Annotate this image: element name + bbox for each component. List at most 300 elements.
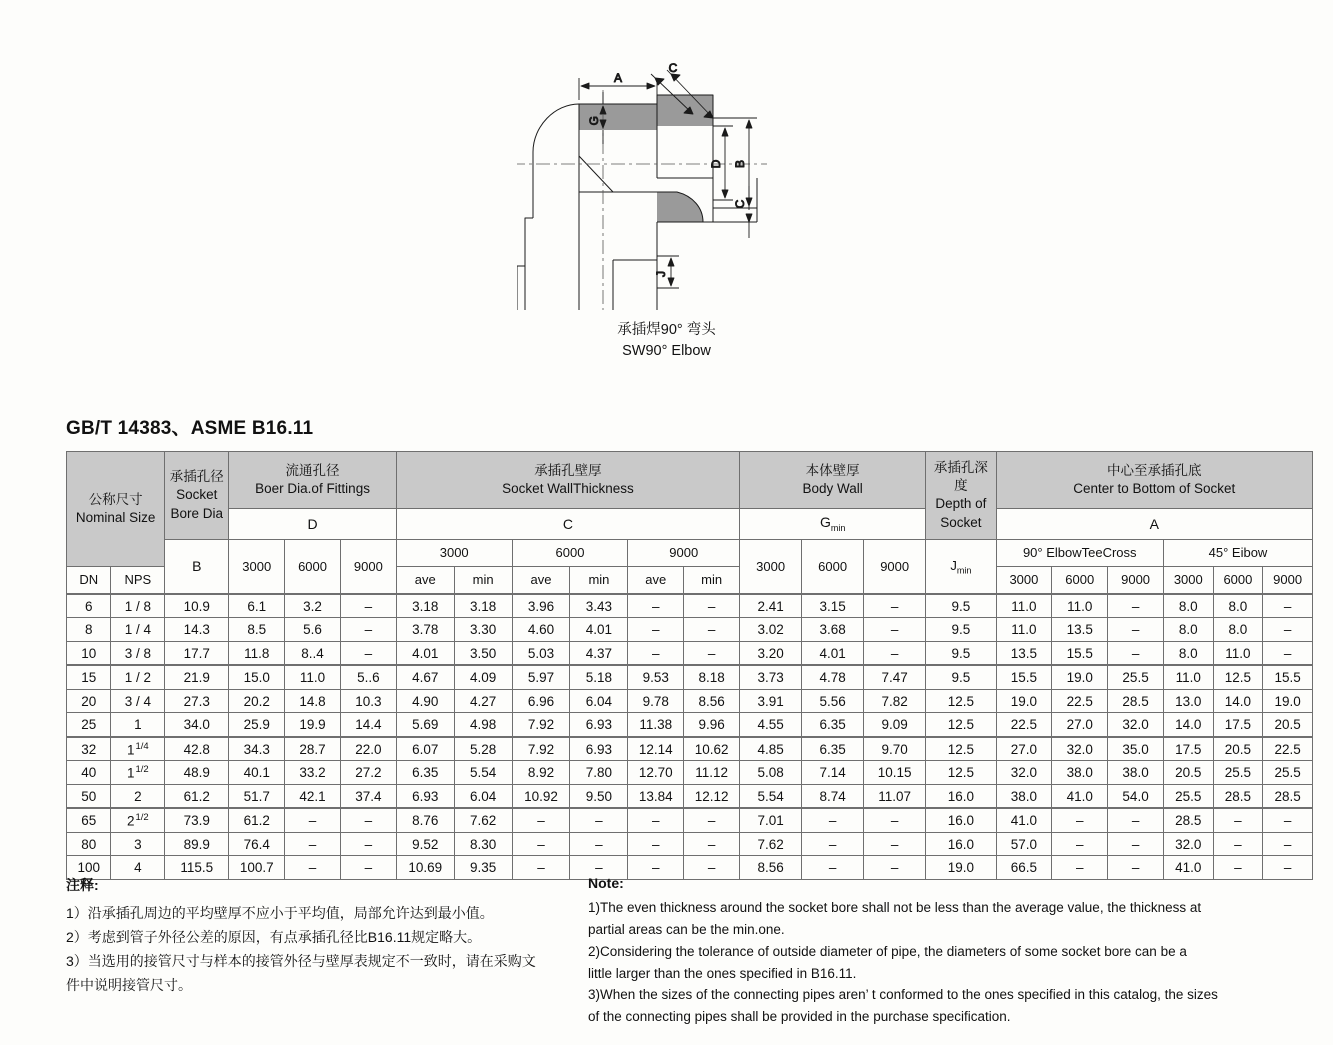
a45-6000: 6000 xyxy=(1213,566,1263,594)
cell-d-6000: 3.2 xyxy=(285,594,341,618)
cell-c-9000-ave: – xyxy=(628,832,684,856)
dimension-C-lower xyxy=(713,186,757,238)
header-row-group xyxy=(67,452,1313,509)
cell-a45-9000: – xyxy=(1263,856,1313,880)
class-G-6000: 6000 xyxy=(802,539,864,594)
note-en-line: 3)When the sizes of the connecting pipes aren’ t conformed to the ones specified in this catalog, the sizes xyxy=(588,987,1218,1003)
table-row xyxy=(67,761,1313,785)
note-en-line: 1)The even thickness around the socket bore shall not be less than the average value, the thickness at xyxy=(588,900,1202,915)
svg-text:J: J xyxy=(653,271,668,277)
cell-b: 48.9 xyxy=(165,761,229,785)
cell-a45-3000: 11.0 xyxy=(1163,665,1213,689)
cell-c-6000-min: – xyxy=(570,832,628,856)
cell-g-9000: 7.47 xyxy=(864,665,926,689)
subheader-elbow-tee-cross-90: 90° ElbowTeeCross xyxy=(996,539,1163,566)
cell-b: 10.9 xyxy=(165,594,229,618)
cell-j: 9.5 xyxy=(926,594,996,618)
cell-a45-3000: 8.0 xyxy=(1163,641,1213,665)
cell-c-6000-ave: 4.60 xyxy=(512,618,570,642)
cell-nps: $1^{1/2}$ xyxy=(111,761,165,785)
cell-d-6000: – xyxy=(285,832,341,856)
header-body-wall-cn: 本体壁厚 xyxy=(805,462,860,478)
cell-c-3000-ave: 5.69 xyxy=(396,713,454,737)
cell-a45-6000: – xyxy=(1213,808,1263,832)
cell-j: 12.5 xyxy=(926,689,996,713)
figure-caption xyxy=(0,320,1333,362)
cell-a45-9000: – xyxy=(1263,594,1313,618)
cell-g-3000: 4.55 xyxy=(740,713,802,737)
header-nominal-size-cn: 公称尺寸 xyxy=(88,491,143,507)
cell-a45-3000: 41.0 xyxy=(1163,856,1213,880)
cell-b: 42.8 xyxy=(165,737,229,761)
cell-a45-3000: 32.0 xyxy=(1163,832,1213,856)
notes-english xyxy=(588,875,1288,1028)
cell-a45-6000: 8.0 xyxy=(1213,618,1263,642)
cell-a45-9000: – xyxy=(1263,641,1313,665)
cell-j: 19.0 xyxy=(926,856,996,880)
cell-a90-6000: 15.5 xyxy=(1052,641,1108,665)
cell-d-6000: – xyxy=(285,808,341,832)
cell-c-6000-ave: 6.96 xyxy=(512,689,570,713)
cell-d-9000: – xyxy=(340,808,396,832)
cell-c-3000-min: 8.30 xyxy=(454,832,512,856)
cell-dn: 50 xyxy=(67,784,111,808)
cell-d-3000: 15.0 xyxy=(229,665,285,689)
cell-d-6000: 8..4 xyxy=(285,641,341,665)
cell-g-6000: 3.68 xyxy=(802,618,864,642)
cell-a90-6000: 27.0 xyxy=(1052,713,1108,737)
cell-a45-9000: 28.5 xyxy=(1263,784,1313,808)
cell-dn: 80 xyxy=(67,832,111,856)
cell-c-6000-ave: 5.03 xyxy=(512,641,570,665)
cell-a90-9000: – xyxy=(1108,618,1164,642)
cell-c-6000-min: 4.37 xyxy=(570,641,628,665)
a45-3000: 3000 xyxy=(1163,566,1213,594)
cell-a45-9000: – xyxy=(1263,618,1313,642)
cell-g-6000: 6.35 xyxy=(802,713,864,737)
cell-g-9000: 9.70 xyxy=(864,737,926,761)
notes-chinese xyxy=(66,875,566,997)
cell-g-3000: 4.85 xyxy=(740,737,802,761)
cell-a45-3000: 8.0 xyxy=(1163,594,1213,618)
cell-a90-9000: – xyxy=(1108,594,1164,618)
header-row-symbols-2 xyxy=(67,539,1313,566)
symbol-J-min: $J_{min}$ xyxy=(926,539,996,594)
cell-a45-9000: 20.5 xyxy=(1263,713,1313,737)
cell-g-6000: – xyxy=(802,808,864,832)
header-socket-wall-thickness-cn: 承插孔壁厚 xyxy=(534,462,602,478)
svg-text:C: C xyxy=(732,199,747,209)
note-cn-line: 1）沿承插孔周边的平均壁厚不应小于平均值，局部允许达到最小值。 xyxy=(66,905,494,921)
c3000-min: min xyxy=(454,566,512,594)
cell-c-3000-ave: 4.01 xyxy=(396,641,454,665)
c9000-ave: ave xyxy=(628,566,684,594)
class-D-3000: 3000 xyxy=(229,539,285,594)
cell-a90-6000: – xyxy=(1052,856,1108,880)
nps-fraction: 1/2 xyxy=(135,812,149,824)
cell-c-3000-min: 3.30 xyxy=(454,618,512,642)
cell-d-6000: 11.0 xyxy=(285,665,341,689)
symbol-G-min: $G_{min}$ xyxy=(740,508,926,539)
cell-g-6000: 8.74 xyxy=(802,784,864,808)
cell-a45-6000: 12.5 xyxy=(1213,665,1263,689)
class-C-9000: 9000 xyxy=(628,539,740,566)
cell-a90-9000: 32.0 xyxy=(1108,713,1164,737)
cell-g-3000: 8.56 xyxy=(740,856,802,880)
cell-c-6000-min: 4.01 xyxy=(570,618,628,642)
svg-text:B: B xyxy=(732,159,747,169)
header-body-wall xyxy=(740,452,926,509)
header-nominal-size-en: Nominal Size xyxy=(75,509,156,525)
cell-dn: 100 xyxy=(67,856,111,880)
cell-c-9000-min: – xyxy=(684,641,740,665)
header-socket-wall-thickness xyxy=(396,452,739,509)
cell-g-9000: – xyxy=(864,641,926,665)
cell-g-3000: 2.41 xyxy=(740,594,802,618)
notes-section xyxy=(0,875,1333,1045)
symbol-A: A xyxy=(996,508,1313,539)
cell-c-3000-ave: 3.78 xyxy=(396,618,454,642)
cell-d-9000: 37.4 xyxy=(340,784,396,808)
cell-nps: 1 xyxy=(111,713,165,737)
table-row xyxy=(67,689,1313,713)
cell-c-6000-ave: 10.92 xyxy=(512,784,570,808)
cell-a45-6000: – xyxy=(1213,832,1263,856)
cell-c-3000-min: 4.27 xyxy=(454,689,512,713)
cell-c-6000-ave: 8.92 xyxy=(512,761,570,785)
cell-b: 34.0 xyxy=(165,713,229,737)
cell-b: 27.3 xyxy=(165,689,229,713)
cell-dn: 20 xyxy=(67,689,111,713)
cell-c-3000-ave: 6.07 xyxy=(396,737,454,761)
cell-c-9000-ave: – xyxy=(628,856,684,880)
header-body-wall-en: Body Wall xyxy=(802,480,863,496)
cell-d-3000: 20.2 xyxy=(229,689,285,713)
header-boer-dia xyxy=(229,452,397,509)
figure-caption-en: SW90° Elbow xyxy=(622,343,711,360)
header-socket-wall-thickness-en: Socket WallThickness xyxy=(502,480,634,496)
cell-b: 21.9 xyxy=(165,665,229,689)
cell-a90-9000: 35.0 xyxy=(1108,737,1164,761)
cell-c-9000-min: – xyxy=(684,856,740,880)
cell-d-6000: 33.2 xyxy=(285,761,341,785)
cell-a90-3000: 11.0 xyxy=(996,594,1052,618)
header-boer-dia-cn: 流通孔径 xyxy=(285,462,340,478)
cell-dn: 32 xyxy=(67,737,111,761)
nps-fraction: 1/2 xyxy=(135,764,149,776)
header-depth-of-socket-cn: 承插孔深度 xyxy=(933,460,988,494)
cell-c-9000-min: 9.96 xyxy=(684,713,740,737)
cell-g-9000: – xyxy=(864,856,926,880)
cell-c-9000-ave: 9.78 xyxy=(628,689,684,713)
cell-b: 14.3 xyxy=(165,618,229,642)
cell-c-9000-ave: 11.38 xyxy=(628,713,684,737)
table-row xyxy=(67,665,1313,689)
cell-d-9000: – xyxy=(340,832,396,856)
header-depth-of-socket-en: Depth of Socket xyxy=(935,496,987,530)
subheader-elbow-45: 45° Eibow xyxy=(1163,539,1312,566)
cell-d-9000: – xyxy=(340,641,396,665)
note-en-line: partial areas can be the min.one. xyxy=(588,921,785,937)
cell-nps: 1 / 2 xyxy=(111,665,165,689)
cell-dn: 8 xyxy=(67,618,111,642)
cell-nps: 4 xyxy=(111,856,165,880)
cell-d-3000: 51.7 xyxy=(229,784,285,808)
cell-nps: $1^{1/4}$ xyxy=(111,737,165,761)
header-row-symbols xyxy=(67,508,1313,539)
class-C-6000: 6000 xyxy=(512,539,628,566)
class-C-3000: 3000 xyxy=(396,539,512,566)
cell-a90-6000: – xyxy=(1052,832,1108,856)
cell-a90-6000: 11.0 xyxy=(1052,594,1108,618)
cell-c-3000-ave: 10.69 xyxy=(396,856,454,880)
cell-g-9000: 10.15 xyxy=(864,761,926,785)
cell-c-9000-min: – xyxy=(684,832,740,856)
table-row xyxy=(67,594,1313,618)
cell-c-6000-min: 9.50 xyxy=(570,784,628,808)
cell-c-6000-ave: 7.92 xyxy=(512,713,570,737)
cell-a45-3000: 14.0 xyxy=(1163,713,1213,737)
symbol-B: B xyxy=(165,539,229,594)
cell-a45-3000: 20.5 xyxy=(1163,761,1213,785)
class-D-9000: 9000 xyxy=(340,539,396,594)
cell-a45-6000: 14.0 xyxy=(1213,689,1263,713)
svg-text:C: C xyxy=(668,61,677,75)
cell-c-9000-ave: – xyxy=(628,808,684,832)
cell-g-6000: – xyxy=(802,856,864,880)
cell-g-9000: 9.09 xyxy=(864,713,926,737)
cell-c-3000-min: 9.35 xyxy=(454,856,512,880)
sw90-elbow-cross-section-svg xyxy=(517,60,817,310)
cell-c-9000-min: 8.18 xyxy=(684,665,740,689)
cell-a45-3000: 13.0 xyxy=(1163,689,1213,713)
cell-a90-9000: 28.5 xyxy=(1108,689,1164,713)
cell-d-9000: – xyxy=(340,594,396,618)
cell-g-6000: 4.01 xyxy=(802,641,864,665)
cell-c-6000-min: – xyxy=(570,856,628,880)
cell-g-3000: 5.54 xyxy=(740,784,802,808)
header-nominal-size xyxy=(67,452,165,567)
cell-g-6000: 5.56 xyxy=(802,689,864,713)
symbol-C: C xyxy=(396,508,739,539)
cell-g-3000: 5.08 xyxy=(740,761,802,785)
cell-a45-9000: 25.5 xyxy=(1263,761,1313,785)
cell-c-6000-ave: 5.97 xyxy=(512,665,570,689)
header-boer-dia-en: Boer Dia.of Fittings xyxy=(255,480,370,496)
cell-d-6000: 28.7 xyxy=(285,737,341,761)
cell-a90-6000: – xyxy=(1052,808,1108,832)
cell-a90-9000: 38.0 xyxy=(1108,761,1164,785)
table-row xyxy=(67,618,1313,642)
cell-g-6000: – xyxy=(802,832,864,856)
table-row xyxy=(67,808,1313,832)
cell-d-9000: – xyxy=(340,618,396,642)
class-G-3000: 3000 xyxy=(740,539,802,594)
cell-d-3000: 6.1 xyxy=(229,594,285,618)
class-D-6000: 6000 xyxy=(285,539,341,594)
cell-c-9000-min: 10.62 xyxy=(684,737,740,761)
nps-fraction: 1/4 xyxy=(135,740,149,752)
cell-a45-9000: 15.5 xyxy=(1263,665,1313,689)
cell-nps: 3 / 8 xyxy=(111,641,165,665)
cell-j: 9.5 xyxy=(926,618,996,642)
svg-text:A: A xyxy=(613,71,622,85)
cell-a45-9000: – xyxy=(1263,808,1313,832)
cell-g-3000: 3.02 xyxy=(740,618,802,642)
svg-text:G: G xyxy=(586,116,601,126)
table-row xyxy=(67,713,1313,737)
symbol-G-subscript: min xyxy=(830,523,846,534)
a90-9000: 9000 xyxy=(1108,566,1164,594)
cell-nps: $2^{1/2}$ xyxy=(111,808,165,832)
cell-g-3000: 7.01 xyxy=(740,808,802,832)
cell-c-3000-min: 3.18 xyxy=(454,594,512,618)
table-row xyxy=(67,641,1313,665)
cell-b: 73.9 xyxy=(165,808,229,832)
notes-chinese-heading: 注释: xyxy=(66,877,99,893)
cell-dn: 15 xyxy=(67,665,111,689)
cell-a90-3000: 57.0 xyxy=(996,832,1052,856)
cell-c-6000-ave: – xyxy=(512,808,570,832)
cell-j: 16.0 xyxy=(926,808,996,832)
cell-c-6000-ave: 7.92 xyxy=(512,737,570,761)
cell-b: 17.7 xyxy=(165,641,229,665)
cell-a90-9000: – xyxy=(1108,808,1164,832)
cell-a90-6000: 38.0 xyxy=(1052,761,1108,785)
cell-d-3000: 8.5 xyxy=(229,618,285,642)
cell-a90-9000: – xyxy=(1108,641,1164,665)
cell-g-9000: – xyxy=(864,618,926,642)
cell-g-6000: 3.15 xyxy=(802,594,864,618)
table-row-group xyxy=(67,594,1313,666)
table-row-group xyxy=(67,808,1313,879)
header-socket-bore-dia xyxy=(165,452,229,540)
cell-a45-3000: 25.5 xyxy=(1163,784,1213,808)
cell-d-6000: – xyxy=(285,856,341,880)
cell-c-3000-ave: 4.90 xyxy=(396,689,454,713)
a90-3000: 3000 xyxy=(996,566,1052,594)
cell-nps: 1 / 4 xyxy=(111,618,165,642)
cell-a90-3000: 66.5 xyxy=(996,856,1052,880)
cell-d-3000: 61.2 xyxy=(229,808,285,832)
cell-nps: 2 xyxy=(111,784,165,808)
cell-a45-9000: 22.5 xyxy=(1263,737,1313,761)
cell-c-3000-ave: 9.52 xyxy=(396,832,454,856)
cell-a90-9000: – xyxy=(1108,832,1164,856)
cell-d-6000: 14.8 xyxy=(285,689,341,713)
cell-c-6000-min: – xyxy=(570,808,628,832)
label-nps: NPS xyxy=(111,566,165,594)
cell-a90-9000: 25.5 xyxy=(1108,665,1164,689)
cell-c-3000-ave: 6.93 xyxy=(396,784,454,808)
cell-c-3000-min: 3.50 xyxy=(454,641,512,665)
cell-a45-3000: 17.5 xyxy=(1163,737,1213,761)
cell-c-3000-min: 5.54 xyxy=(454,761,512,785)
cell-a90-6000: 32.0 xyxy=(1052,737,1108,761)
cell-j: 16.0 xyxy=(926,832,996,856)
cell-a45-6000: 25.5 xyxy=(1213,761,1263,785)
cell-c-3000-ave: 6.35 xyxy=(396,761,454,785)
cell-c-6000-min: 5.18 xyxy=(570,665,628,689)
cell-c-9000-min: – xyxy=(684,808,740,832)
symbol-J-subscript: min xyxy=(956,565,972,576)
cell-d-3000: 76.4 xyxy=(229,832,285,856)
cell-j: 9.5 xyxy=(926,665,996,689)
cell-a90-3000: 41.0 xyxy=(996,808,1052,832)
cell-c-6000-min: 6.93 xyxy=(570,713,628,737)
cell-j: 16.0 xyxy=(926,784,996,808)
cell-a90-3000: 13.5 xyxy=(996,641,1052,665)
cell-c-3000-min: 7.62 xyxy=(454,808,512,832)
cell-c-6000-min: 3.43 xyxy=(570,594,628,618)
cell-dn: 25 xyxy=(67,713,111,737)
cell-dn: 40 xyxy=(67,761,111,785)
cell-d-9000: – xyxy=(340,856,396,880)
cell-a90-3000: 32.0 xyxy=(996,761,1052,785)
cell-a90-6000: 41.0 xyxy=(1052,784,1108,808)
cell-a45-9000: 19.0 xyxy=(1263,689,1313,713)
cell-a90-3000: 38.0 xyxy=(996,784,1052,808)
cell-a45-6000: – xyxy=(1213,856,1263,880)
cell-a45-6000: 28.5 xyxy=(1213,784,1263,808)
cell-c-9000-ave: – xyxy=(628,594,684,618)
spec-table-container xyxy=(66,451,1313,880)
c6000-ave: ave xyxy=(512,566,570,594)
label-dn: DN xyxy=(67,566,111,594)
table-row-group xyxy=(67,737,1313,809)
cell-c-3000-min: 5.28 xyxy=(454,737,512,761)
cell-dn: 6 xyxy=(67,594,111,618)
cell-c-6000-min: 6.04 xyxy=(570,689,628,713)
cell-g-9000: – xyxy=(864,594,926,618)
cell-c-9000-min: 8.56 xyxy=(684,689,740,713)
cell-g-6000: 6.35 xyxy=(802,737,864,761)
cell-c-6000-ave: – xyxy=(512,856,570,880)
cell-b: 89.9 xyxy=(165,832,229,856)
cell-a90-3000: 27.0 xyxy=(996,737,1052,761)
cell-c-3000-min: 4.09 xyxy=(454,665,512,689)
cell-a90-6000: 22.5 xyxy=(1052,689,1108,713)
cell-g-9000: 11.07 xyxy=(864,784,926,808)
table-row xyxy=(67,832,1313,856)
cell-c-9000-ave: – xyxy=(628,618,684,642)
cell-d-6000: 19.9 xyxy=(285,713,341,737)
cell-a45-3000: 8.0 xyxy=(1163,618,1213,642)
header-socket-bore-dia-cn: 承插孔径 xyxy=(169,469,224,485)
socket-weld-dimensions-table xyxy=(66,451,1313,880)
cell-c-3000-min: 4.98 xyxy=(454,713,512,737)
cell-c-9000-min: – xyxy=(684,618,740,642)
cell-a90-3000: 22.5 xyxy=(996,713,1052,737)
cell-a90-3000: 19.0 xyxy=(996,689,1052,713)
cell-a90-3000: 11.0 xyxy=(996,618,1052,642)
header-socket-bore-dia-en: Socket Bore Dia xyxy=(170,487,224,521)
cell-c-3000-ave: 8.76 xyxy=(396,808,454,832)
cell-a45-6000: 20.5 xyxy=(1213,737,1263,761)
cell-a45-6000: 8.0 xyxy=(1213,594,1263,618)
header-center-to-bottom xyxy=(996,452,1313,509)
cell-d-9000: 5..6 xyxy=(340,665,396,689)
cell-a45-9000: – xyxy=(1263,832,1313,856)
cell-j: 12.5 xyxy=(926,737,996,761)
cell-d-9000: 22.0 xyxy=(340,737,396,761)
note-en-line: 2)Considering the tolerance of outside diameter of pipe, the diameters of some socket bore can be a xyxy=(588,943,1187,959)
note-en-line: of the connecting pipes shall be provided in the purchase specification. xyxy=(588,1009,1011,1025)
cell-b: 115.5 xyxy=(165,856,229,880)
cell-c-3000-min: 6.04 xyxy=(454,784,512,808)
cell-j: 9.5 xyxy=(926,641,996,665)
cell-d-9000: 27.2 xyxy=(340,761,396,785)
